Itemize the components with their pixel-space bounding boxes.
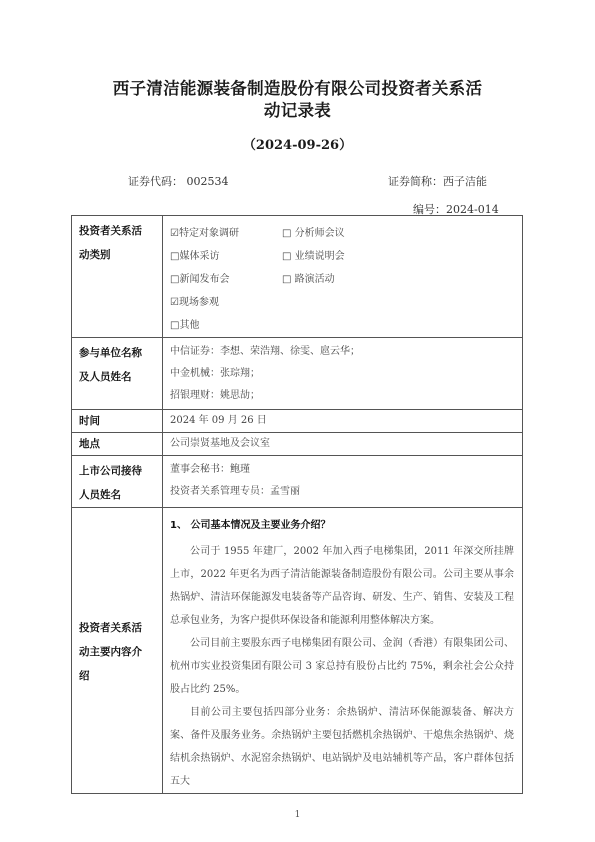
option-row (170, 291, 514, 314)
label-line: 投资者关系活 (79, 225, 142, 237)
paragraph: 公司目前主要股东西子电梯集团有限公司、金润（香港）有限集团公司、杭州市实业投资集团有限公司 3 家总持有股份占比约 75%，剩余社会公众持股占比约 25%。 (170, 638, 514, 695)
label-participants (72, 338, 163, 410)
document-number: 编号：2024-014 (413, 203, 499, 216)
option-row (170, 268, 514, 291)
label-receptionists (72, 456, 163, 508)
record-table (71, 215, 523, 794)
option-roadshow[interactable]: □ 路演活动 (282, 273, 335, 285)
label-line: 上市公司接待 (79, 465, 142, 477)
row-participants (72, 338, 523, 410)
participants-list (163, 338, 523, 410)
record-date: （2024-09-26） (242, 138, 353, 153)
label-line: 参与单位名称 (79, 347, 142, 359)
option-row (170, 245, 514, 268)
label-line: 动类别 (79, 249, 111, 261)
document-title (60, 78, 535, 122)
label-line: 投资者关系活 (79, 622, 142, 634)
receptionists-list (163, 456, 523, 508)
option-specific-research[interactable]: ☑特定对象调研 (170, 227, 239, 239)
stock-abbreviation: 证券简称：西子洁能 (388, 175, 487, 188)
row-receptionists (72, 456, 523, 508)
main-content-body (163, 508, 523, 794)
option-press-conference[interactable]: □新闻发布会 (170, 273, 230, 285)
label-place: 地点 (72, 433, 163, 456)
time-value: 2024 年 09 月 26 日 (163, 410, 523, 433)
participant-line: 中金机械：张琮翔； (170, 368, 260, 379)
page-number: 1 (294, 810, 301, 820)
label-time: 时间 (72, 410, 163, 433)
paragraph: 目前公司主要包括四部分业务：余热锅炉、清洁环保能源装备、解决方案、备件及服务业务。余热锅炉主要包括燃机余热锅炉、干熄焦余热锅炉、烧结机余热锅炉、水泥窑余热锅炉、电站锅炉及电站辅机等产品，客户群体包括五大 (170, 707, 514, 787)
row-activity-type (72, 216, 523, 338)
receptionist-line: 董事会秘书：鲍瑾 (170, 464, 250, 475)
label-line: 绍 (79, 670, 90, 682)
paragraph: 公司于 1955 年建厂，2002 年加入西子电梯集团，2011 年深交所挂牌上市，2022 年更名为西子清洁能源装备制造股份有限公司。公司主要从事余热锅炉、清洁环保能源发电装备等产品咨询、研发、生产、销售、安装及工程总承包业务，为客户提供环保设备和能源利用整体解决方案。 (170, 546, 514, 626)
label-line: 人员姓名 (79, 489, 121, 501)
row-place (72, 433, 523, 456)
question-heading: 1、 公司基本情况及主要业务介绍？ (170, 520, 331, 531)
option-analyst-meeting[interactable]: □ 分析师会议 (282, 227, 345, 239)
row-time (72, 410, 523, 433)
option-row (170, 314, 514, 337)
participant-line: 中信证券：李想、荣浩翔、徐雯、扈云华； (170, 346, 360, 357)
option-media-interview[interactable]: □媒体采访 (170, 250, 220, 262)
label-line: 动主要内容介 (79, 646, 142, 658)
participant-line: 招银理财：姚思劼； (170, 390, 260, 401)
activity-type-options (163, 216, 523, 338)
label-activity-type (72, 216, 163, 338)
label-line: 及人员姓名 (79, 371, 132, 383)
option-row (170, 222, 514, 245)
label-main-content (72, 508, 163, 794)
title-line-1: 西子清洁能源装备制造股份有限公司投资者关系活 (112, 79, 483, 98)
title-line-2: 动记录表 (263, 101, 332, 120)
option-earnings-briefing[interactable]: □ 业绩说明会 (282, 250, 345, 262)
option-site-visit[interactable]: ☑现场参观 (170, 296, 219, 308)
row-main-content (72, 508, 523, 794)
option-other[interactable]: □其他 (170, 319, 200, 331)
place-value: 公司崇贤基地及会议室 (163, 433, 523, 456)
stock-code: 证券代码： 002534 (128, 175, 229, 188)
receptionist-line: 投资者关系管理专员：孟雪丽 (170, 486, 300, 497)
